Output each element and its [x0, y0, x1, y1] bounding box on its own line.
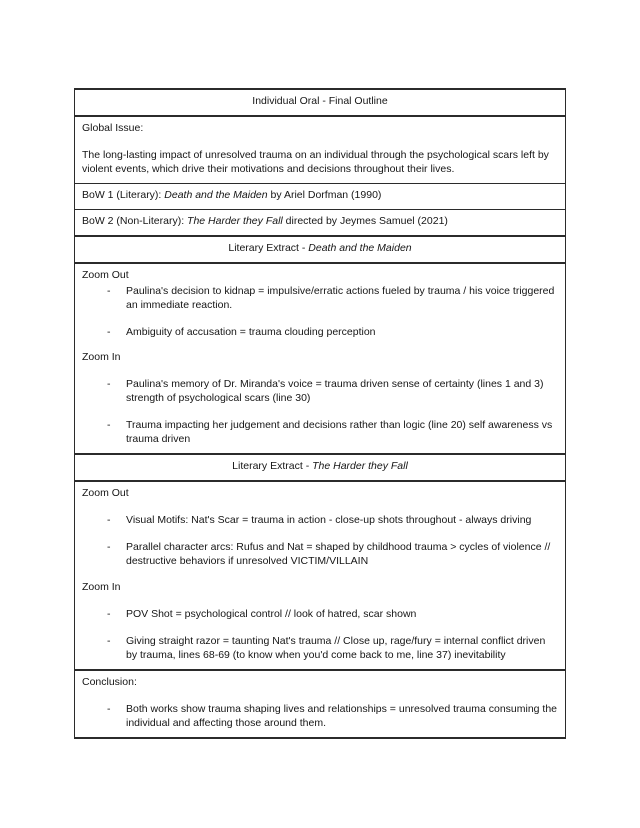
spacer — [82, 569, 558, 581]
list-item-text: Trauma impacting her judgement and decisions rather than logic (line 20) self awareness vs trauma driven — [126, 419, 553, 446]
extract1-zoom-in-label: Zoom In — [82, 351, 121, 364]
bullet-dash-icon: - — [107, 419, 111, 432]
list-item — [82, 378, 558, 406]
list-item — [82, 419, 558, 447]
list-item-text: Paulina's memory of Dr. Miranda's voice = trauma driven sense of certainty (lines 1 and 3) strength of psychological scars (line 30) — [126, 378, 544, 405]
list-item-text: POV Shot = psychological control // look of hatred, scar shown — [126, 607, 417, 620]
extract2-banner-title: The Harder they Fall — [312, 460, 408, 473]
table-row-bow1 — [75, 183, 566, 209]
list-item — [82, 608, 558, 622]
conclusion-label: Conclusion: — [82, 675, 137, 688]
bow1-suffix: by Ariel Dorfman (1990) — [267, 188, 382, 201]
list-item-text: Ambiguity of accusation = trauma clouding perception — [126, 325, 376, 338]
bow2-prefix: BoW 2 (Non-Literary): — [82, 214, 188, 227]
extract1-banner-prefix: Literary Extract - — [228, 241, 309, 254]
document-title-cell — [75, 89, 566, 116]
extract2-zoom-in-label: Zoom In — [82, 581, 121, 594]
table-row-extract1-banner — [75, 236, 566, 263]
list-item — [82, 635, 558, 663]
extract1-body-cell — [75, 263, 566, 455]
global-issue-cell — [75, 116, 566, 183]
table-row-conclusion — [75, 670, 566, 738]
list-item-text: Parallel character arcs: Rufus and Nat = shaped by childhood trauma > cycles of violence // destructive behaviors if unresolved VICTIM/VILLAIN — [126, 541, 551, 568]
extract1-zoom-out-list — [82, 285, 558, 340]
bow2-suffix: directed by Jeymes Samuel (2021) — [282, 214, 448, 227]
list-item-text: Visual Motifs: Nat's Scar = trauma in action - close-up shots throughout - always driving — [126, 514, 532, 527]
bullet-dash-icon: - — [107, 607, 111, 620]
list-item — [82, 541, 558, 569]
extract1-banner-cell — [75, 236, 566, 263]
list-item — [82, 703, 558, 731]
extract2-banner-prefix: Literary Extract - — [232, 460, 313, 473]
table-row-global-issue — [75, 116, 566, 183]
spacer — [82, 136, 558, 149]
table-row-title — [75, 89, 566, 116]
page-title: Individual Oral - Final Outline — [252, 95, 388, 107]
list-item-text: Both works show trauma shaping lives and relationships = unresolved trauma consuming the individual and affecting those around them. — [126, 702, 558, 729]
extract2-zoom-out-label: Zoom Out — [82, 487, 129, 500]
table-row-bow2 — [75, 209, 566, 235]
bow1-work-title: Death and the Maiden — [164, 188, 268, 201]
bullet-dash-icon: - — [107, 541, 111, 554]
extract1-zoom-in-list — [82, 378, 558, 447]
list-item — [82, 285, 558, 313]
bullet-dash-icon: - — [107, 325, 111, 338]
bow1-cell — [75, 183, 566, 209]
outline-table — [74, 88, 566, 739]
bow2-work-title: The Harder they Fall — [187, 214, 283, 227]
conclusion-list — [82, 703, 558, 731]
bullet-dash-icon: - — [107, 284, 111, 297]
extract2-zoom-in-list — [82, 608, 558, 663]
table-row-extract2-body — [75, 481, 566, 670]
conclusion-cell — [75, 670, 566, 738]
global-issue-label: Global Issue: — [82, 121, 144, 134]
bow2-cell — [75, 209, 566, 235]
list-item-text: Paulina's decision to kidnap = impulsive/erratic actions fueled by trauma / his voice triggered an immediate reaction. — [126, 284, 555, 311]
table-row-extract2-banner — [75, 454, 566, 481]
bow1-prefix: BoW 1 (Literary): — [82, 188, 165, 201]
bullet-dash-icon: - — [107, 514, 111, 527]
bullet-dash-icon: - — [107, 378, 111, 391]
global-issue-text: The long-lasting impact of unresolved trauma on an individual through the psychological scars left by violent events, which drive their motivations and decisions throughout their lives. — [82, 148, 549, 175]
table-row-extract1-body — [75, 263, 566, 455]
list-item — [82, 514, 558, 528]
extract2-body-cell — [75, 481, 566, 670]
list-item — [82, 326, 558, 340]
bullet-dash-icon: - — [107, 634, 111, 647]
bullet-dash-icon: - — [107, 702, 111, 715]
extract1-banner-title: Death and the Maiden — [308, 241, 412, 254]
list-item-text: Giving straight razor = taunting Nat's trauma // Close up, rage/fury = internal conflict driven by trauma, lines 68-69 (to know when you'd come back to me, line 37) inevitability — [126, 634, 546, 661]
extract1-zoom-out-label: Zoom Out — [82, 268, 129, 281]
extract2-zoom-out-list — [82, 514, 558, 569]
extract2-banner-cell — [75, 454, 566, 481]
spacer — [82, 339, 558, 351]
